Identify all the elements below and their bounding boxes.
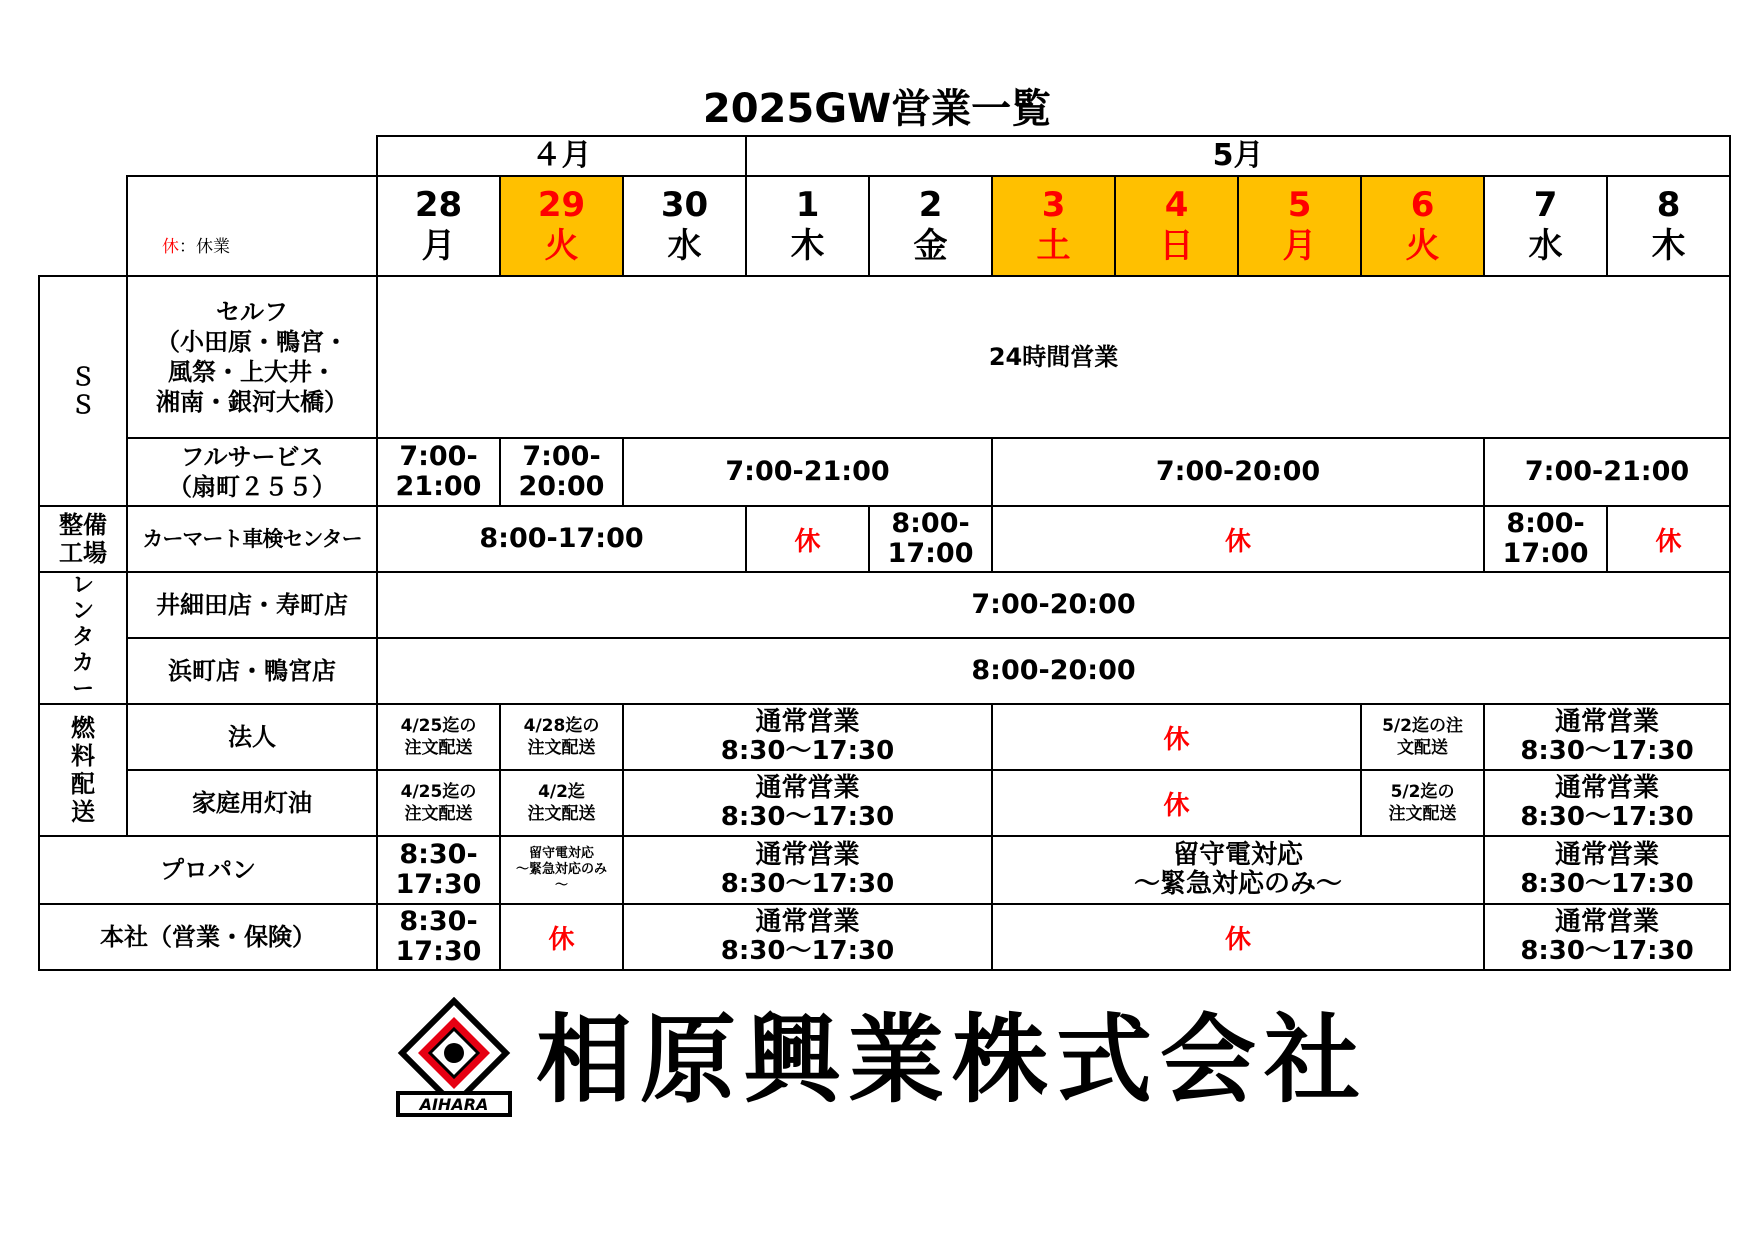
hours-cell: 通常営業 8:30～17:30 — [623, 770, 992, 836]
day-cell: 2 金 — [869, 176, 992, 276]
hours-cell: 7:00- 21:00 — [377, 438, 500, 506]
closed-cell: 休 — [992, 904, 1484, 970]
closed-cell: 休 — [992, 770, 1361, 836]
hours-cell: 8:00-17:00 — [377, 506, 746, 572]
hours-cell: 8:30- 17:30 — [377, 836, 500, 904]
category-rental: レンタカー — [39, 572, 127, 704]
legend-mark: 休 — [162, 237, 179, 257]
note-cell: 4/25迄の 注文配送 — [377, 770, 500, 836]
hours-cell: 通常営業 8:30～17:30 — [623, 704, 992, 770]
row-rental-2 — [39, 638, 1730, 704]
store-corporate: 法人 — [127, 704, 377, 770]
aihara-logo-icon — [394, 997, 514, 1117]
hours-cell: 8:00- 17:00 — [1484, 506, 1607, 572]
store-home-kerosene: 家庭用灯油 — [127, 770, 377, 836]
note-cell: 5/2迄の注 文配送 — [1361, 704, 1484, 770]
hours-cell: 8:00- 17:00 — [869, 506, 992, 572]
row-full-service — [39, 438, 1730, 506]
store-rental-1: 井細田店・寿町店 — [127, 572, 377, 638]
hours-cell: 通常営業 8:30～17:30 — [1484, 704, 1730, 770]
category-maintenance: 整備工場 — [39, 506, 127, 572]
hours-cell: 通常営業 8:30～17:30 — [623, 836, 992, 904]
closed-cell: 休 — [992, 704, 1361, 770]
row-propane — [39, 836, 1730, 904]
hours-cell: 7:00-21:00 — [1484, 438, 1730, 506]
day-cell: 28 月 — [377, 176, 500, 276]
hours-cell: 7:00-21:00 — [623, 438, 992, 506]
row-rental-1 — [39, 572, 1730, 638]
hours-cell: 7:00- 20:00 — [500, 438, 623, 506]
hours-cell: 7:00-20:00 — [377, 572, 1730, 638]
day-cell-holiday: 3 土 — [992, 176, 1115, 276]
note-cell: 留守電対応 ～緊急対応のみ ～ — [500, 836, 623, 904]
day-row — [39, 176, 1730, 276]
closed-cell: 休 — [1607, 506, 1730, 572]
note-cell: 4/28迄の 注文配送 — [500, 704, 623, 770]
day-cell: 1 木 — [746, 176, 869, 276]
answering-cell: 留守電対応 ～緊急対応のみ～ — [992, 836, 1484, 904]
day-cell: 30 水 — [623, 176, 746, 276]
store-full-service: フルサービス （扇町２５５） — [127, 438, 377, 506]
hours-cell: 8:30- 17:30 — [377, 904, 500, 970]
store-carmart: カーマート車検センター — [127, 506, 377, 572]
month-april: ４月 — [377, 136, 746, 176]
day-cell-holiday: 6 火 — [1361, 176, 1484, 276]
category-fuel: 燃料配送 — [39, 704, 127, 836]
hours-cell: 通常営業 8:30～17:30 — [1484, 904, 1730, 970]
note-cell: 4/25迄の 注文配送 — [377, 704, 500, 770]
day-cell-holiday: 5 月 — [1238, 176, 1361, 276]
hours-cell: 8:00-20:00 — [377, 638, 1730, 704]
logo-text: AIHARA — [419, 1095, 489, 1114]
store-headquarters: 本社（営業・保険） — [39, 904, 377, 970]
legend — [127, 176, 377, 276]
hours-cell: 通常営業 8:30～17:30 — [623, 904, 992, 970]
row-self — [39, 276, 1730, 438]
month-may: 5月 — [746, 136, 1730, 176]
self-hours: 24時間営業 — [377, 276, 1730, 438]
month-row — [39, 136, 1730, 176]
category-ss: ＳＳ — [39, 276, 127, 506]
hours-cell: 通常営業 8:30～17:30 — [1484, 770, 1730, 836]
hours-cell: 通常営業 8:30～17:30 — [1484, 836, 1730, 904]
schedule-table — [38, 135, 1731, 971]
legend-text: ：休業 — [179, 237, 230, 257]
closed-cell: 休 — [992, 506, 1484, 572]
day-cell-holiday: 29 火 — [500, 176, 623, 276]
hours-cell: 7:00-20:00 — [992, 438, 1484, 506]
store-self: セルフ （小田原・鴨宮・ 風祭・上大井・ 湘南・銀河大橋） — [127, 276, 377, 438]
note-cell: 4/2迄 注文配送 — [500, 770, 623, 836]
page-title: 2025GW営業一覧 — [702, 86, 1052, 132]
closed-cell: 休 — [500, 904, 623, 970]
day-cell: 7 水 — [1484, 176, 1607, 276]
row-corporate — [39, 704, 1730, 770]
company-name: 相原興業株式会社 — [536, 1004, 1368, 1116]
store-propane: プロパン — [39, 836, 377, 904]
day-cell-holiday: 4 日 — [1115, 176, 1238, 276]
row-home-kerosene — [39, 770, 1730, 836]
row-headquarters — [39, 904, 1730, 970]
row-carmart — [39, 506, 1730, 572]
closed-cell: 休 — [746, 506, 869, 572]
note-cell: 5/2迄の 注文配送 — [1361, 770, 1484, 836]
day-cell: 8 木 — [1607, 176, 1730, 276]
store-rental-2: 浜町店・鴨宮店 — [127, 638, 377, 704]
